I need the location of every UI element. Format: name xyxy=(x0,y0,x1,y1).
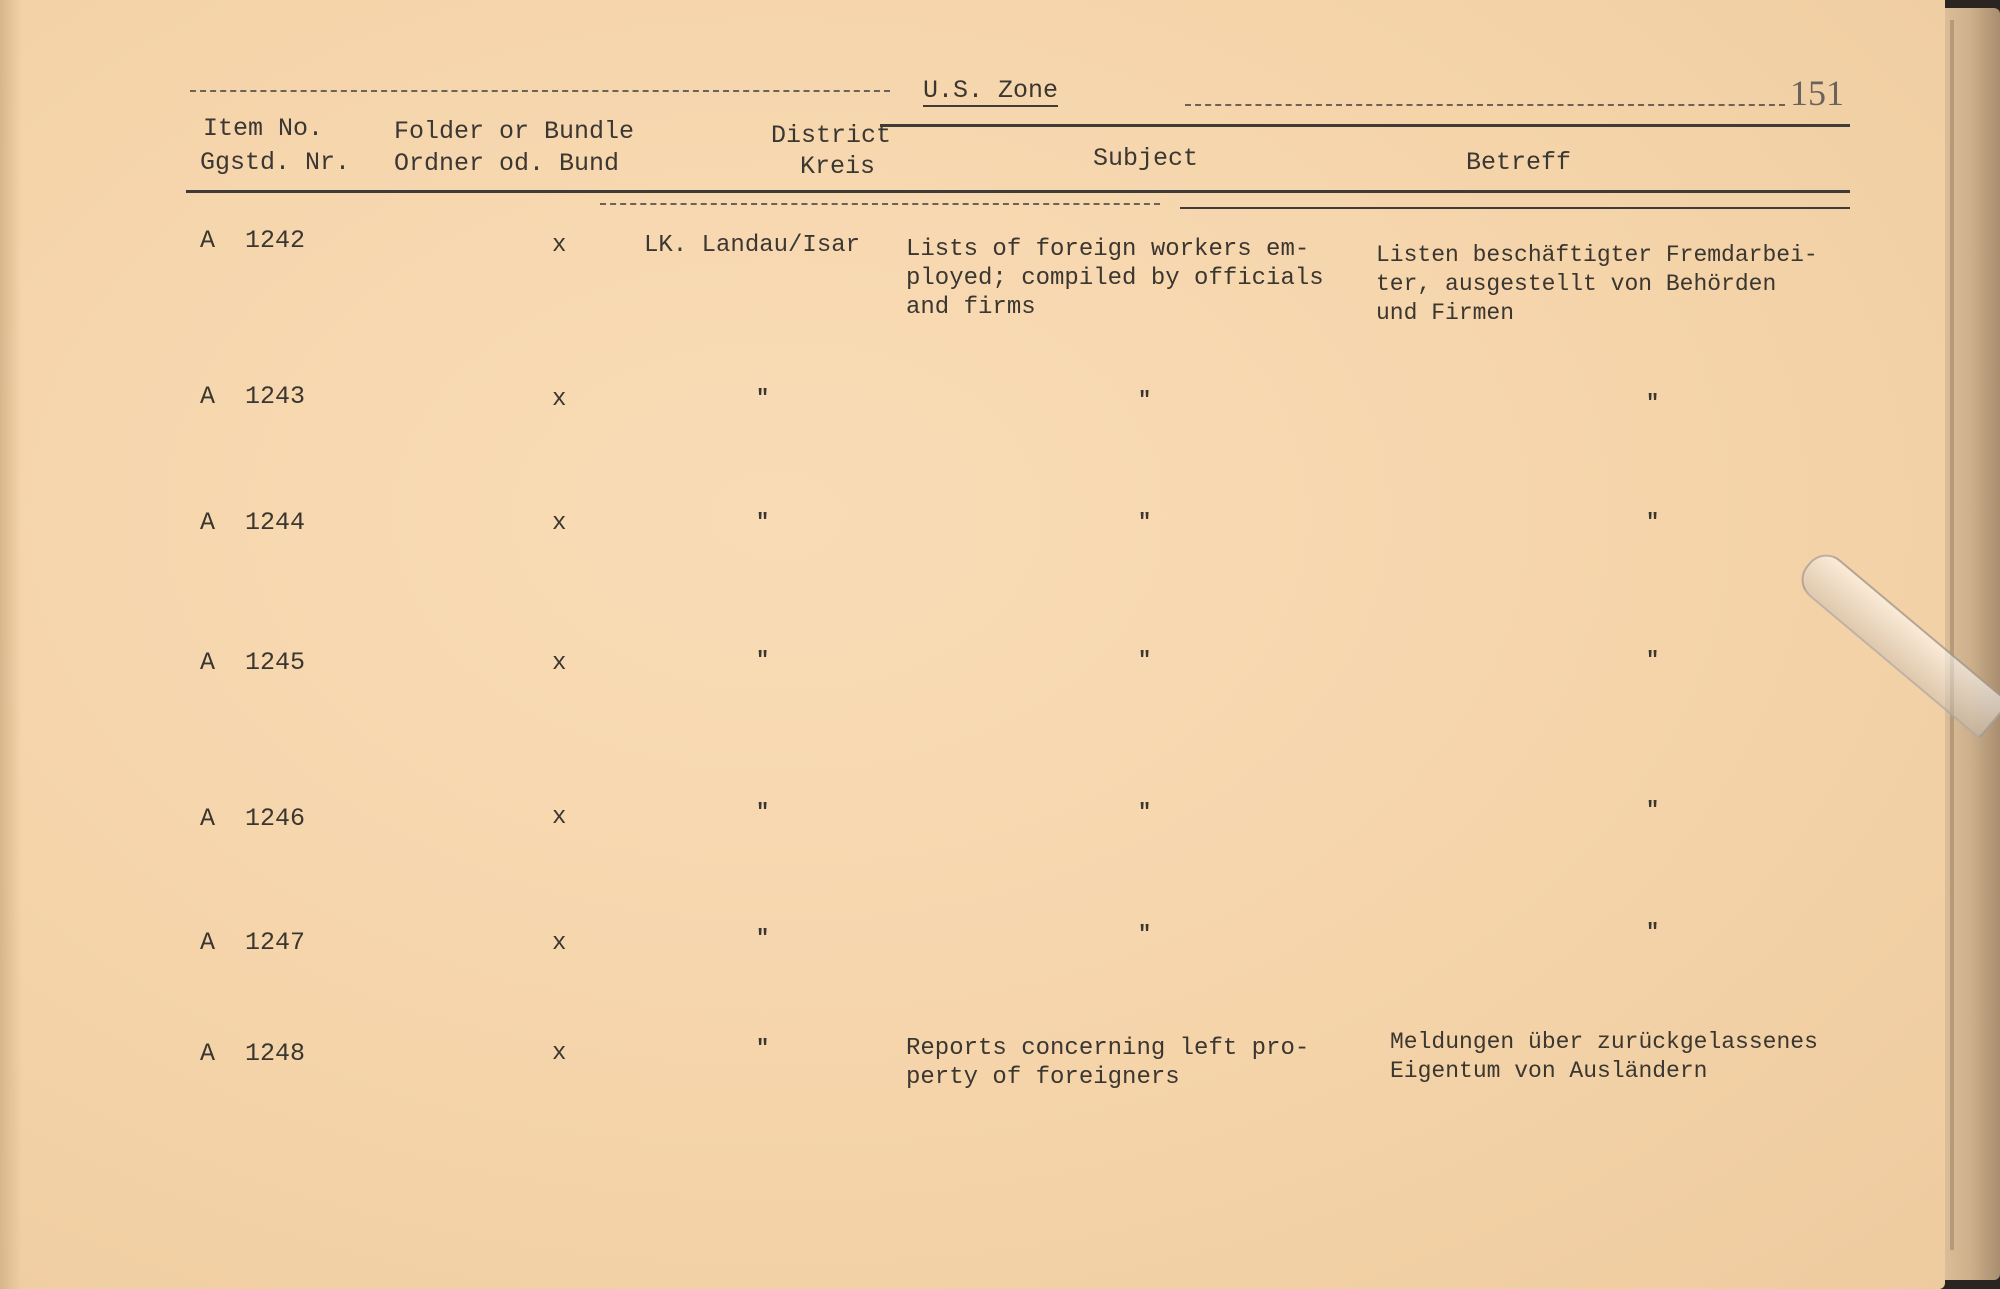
betreff-ditto: " xyxy=(1646,391,1660,416)
header-top-rule xyxy=(880,124,1850,127)
betreff-cell: Listen beschäftigter Fremdarbei- ter, ausgestellt von Behörden und Firmen xyxy=(1376,242,1818,326)
subject-ditto: " xyxy=(1138,648,1152,673)
header-dashed-rule-left xyxy=(190,90,890,92)
folder-mark: x xyxy=(552,510,567,537)
district-cell: LK. Landau/Isar xyxy=(644,232,861,259)
betreff-ditto: " xyxy=(1646,920,1660,945)
header-bottom-rule xyxy=(186,190,1850,193)
subject-ditto: " xyxy=(1138,800,1152,825)
item-number: A 1243 xyxy=(200,382,306,411)
item-number: A 1242 xyxy=(200,226,306,255)
item-number: A 1246 xyxy=(200,804,306,833)
betreff-ditto: " xyxy=(1646,648,1660,673)
col-header-folder-de: Ordner od. Bund xyxy=(394,149,620,178)
subject-cell: Reports concerning left pro- perty of foreigners xyxy=(906,1035,1310,1091)
item-number: A 1245 xyxy=(200,648,306,677)
item-number: A 1244 xyxy=(200,508,306,537)
district-ditto: " xyxy=(756,386,770,411)
col-header-district-en: District xyxy=(771,121,892,150)
betreff-cell: Meldungen über zurückgelassenes Eigentum von Ausländern xyxy=(1390,1029,1818,1084)
subject-ditto: " xyxy=(1138,922,1152,947)
subject-ditto: " xyxy=(1138,510,1152,535)
header-dashed-rule-mid xyxy=(600,203,1160,205)
district-ditto: " xyxy=(756,800,770,825)
folder-mark: x xyxy=(552,232,567,259)
folder-mark: x xyxy=(552,804,567,831)
col-header-item-en: Item No. xyxy=(203,114,324,143)
district-ditto: " xyxy=(756,510,770,535)
col-header-item-de: Ggstd. Nr. xyxy=(200,148,351,177)
item-number: A 1247 xyxy=(200,928,306,957)
district-ditto: " xyxy=(756,648,770,673)
zone-title: U.S. Zone xyxy=(923,76,1059,105)
betreff-ditto: " xyxy=(1646,798,1660,823)
item-number: A 1248 xyxy=(200,1039,306,1068)
page-stack-line xyxy=(1950,20,1954,1250)
district-ditto: " xyxy=(756,1036,770,1061)
header-bottom-rule-2 xyxy=(1180,207,1850,209)
binding-shadow xyxy=(0,0,22,1289)
betreff-ditto: " xyxy=(1646,510,1660,535)
col-header-subject: Subject xyxy=(1093,144,1199,173)
col-header-district-de: Kreis xyxy=(800,152,876,181)
header-dashed-rule-right xyxy=(1185,104,1785,106)
folder-mark: x xyxy=(552,930,567,957)
col-header-folder-en: Folder or Bundle xyxy=(394,117,635,146)
subject-ditto: " xyxy=(1138,388,1152,413)
page-number: 151 xyxy=(1790,73,1844,113)
subject-cell: Lists of foreign workers em- ployed; compiled by officials and firms xyxy=(906,236,1324,321)
folder-mark: x xyxy=(552,1040,567,1067)
district-ditto: " xyxy=(756,926,770,951)
folder-mark: x xyxy=(552,386,567,413)
folder-mark: x xyxy=(552,650,567,677)
col-header-betreff: Betreff xyxy=(1466,148,1572,177)
